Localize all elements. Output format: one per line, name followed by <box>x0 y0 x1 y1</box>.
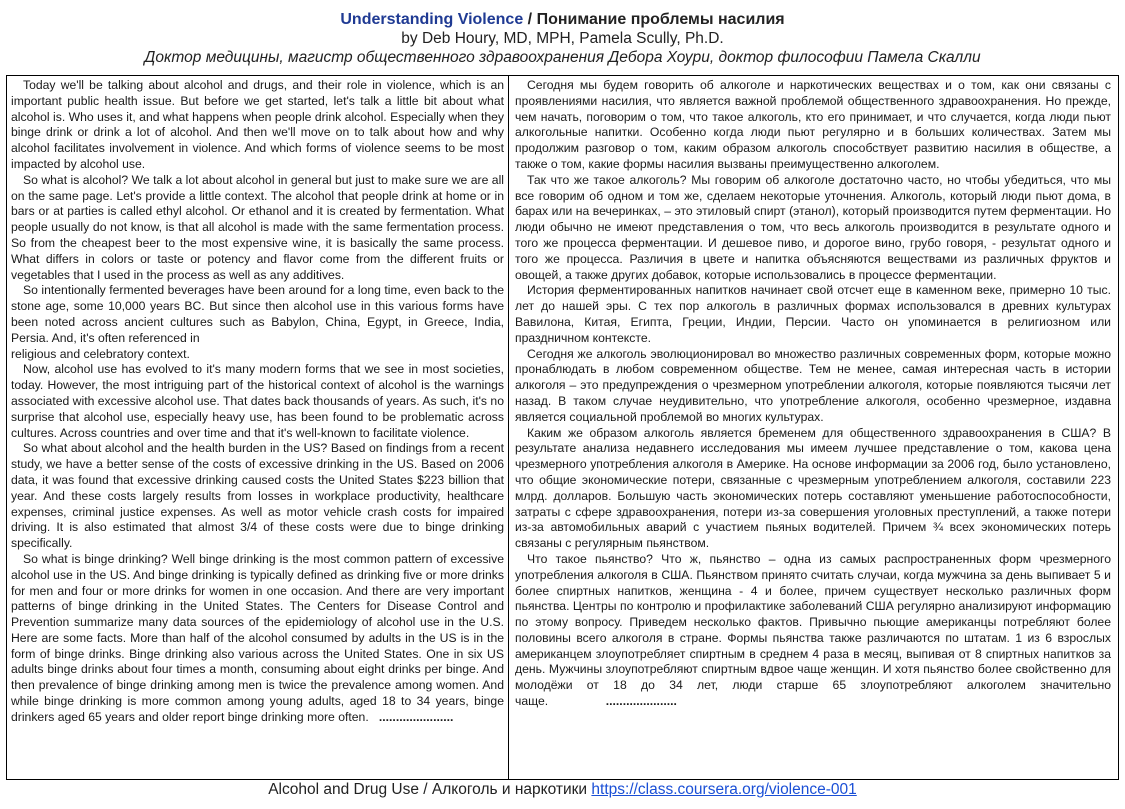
byline-russian: Доктор медицины, магистр общественного здравоохранения Дебора Хоури, доктор философии Памела Скалли <box>144 49 981 66</box>
english-paragraph: So what about alcohol and the health burden in the US? Based on findings from a recent study, we have a better sense of the costs of excessive drinking in the US. Based on 2006 data, it was found that excessive drinking caused costs the United States $223 billion that year. And these costs largely results from losses in workplace productivity, healthcare expenses, criminal justice expenses. As well as motor vehicle crash costs for impaired driving. It is also estimated that almost 3/4 of these costs were due to binge drinking specifically. <box>11 441 504 551</box>
english-paragraph: So intentionally fermented beverages have been around for a long time, even back to the stone age, some 10,000 years BC. But since then alcohol use in this various forms have been noted across ancient cultures such as Babylon, China, Egypt, in Greece, India, Persia. And, it's often referenced in <box>11 283 504 345</box>
english-column <box>7 76 509 779</box>
course-link[interactable]: https://class.coursera.org/violence-001 <box>591 781 857 798</box>
russian-paragraph: Так что же такое алкоголь? Мы говорим об алкоголе достаточно часто, но чтобы убедиться, что мы все говорим об одном и том же, сделаем некоторые уточнения. Алкоголь, который люди пьют дома, в барах или на вечеринках, – это этиловый спирт (этанол), который производится путем ферментации. Но люди обычно не имеют представления о том, что весь алкоголь производится в результате одного и того же процесса ферментации. И дешевое пиво, и дорогое вино, грубо говоря, - результат одного и того же процесса. Различия в цвете и напитка объясняются веществами из различных фруктов и овощей, а также других добавок, которые использовались в процессе ферментации. <box>515 172 1111 282</box>
english-paragraph: Today we'll be talking about alcohol and drugs, and their role in violence, which is an important public health issue. But before we get started, let's talk a little bit about what alcohol is. Who uses it, and what happens when people drink alcohol. Especially when they binge drink or drink a lot of alcohol. And then we'll move on to talk about how and why alcohol facilitates involvement in violence. And which forms of violence seems to be most impacted by alcohol use. <box>11 78 504 171</box>
continuation-dots: ...................... <box>378 709 454 724</box>
russian-paragraph: Сегодня же алкоголь эволюционировал во множество различных современных форм, которые можно пронаблюдать в любом современном обществе. Тем не менее, самая интересная часть в истории алкоголя – это предупреждения о чрезмерном употреблении алкоголя, которые появляются тысячи лет назад. В таком случае неудивительно, что употребление алкоголя, особенно чрезмерное, издавна является социальной проблемой во многих культурах. <box>515 346 1111 424</box>
russian-paragraph: Сегодня мы будем говорить об алкоголе и наркотических веществах и о том, как они связаны с проявлениями насилия, что является важной проблемой общественного здравоохранения. Но прежде, чем начать, поговорим о том, что такое алкоголь, кто его принимает, и что случается, когда люди пьют алкогольные напитки. Особенно когда люди пьют регулярно и в больших количествах. Затем мы продолжим разговор о том, каким образом алкоголь способствует развитию насилия в обществе, а также о том, какие формы насилия вызваны преимущественно алкоголем. <box>515 78 1111 171</box>
page-footer <box>0 780 1125 800</box>
english-paragraph-text: So what is binge drinking? Well binge drinking is the most common pattern of excessive alcohol use in the US. And binge drinking is typically defined as drinking five or more drinks for men and four or more drinks for women in one occasion. And there are very important patterns of binge drinking in the United States. The Centers for Disease Control and Prevention summarize many data sources of the epidemiology of alcohol use in the U.S. Here are some facts. More than half of the alcohol consumed by adults in the US is in the form of binge drinks. Binge drinking also various across the United States. One in six US adults binge drinks about four times a month, consuming about eight drinks per binge. And then prevalence of binge drinking among men is twice the prevalence among women. And while binge drinking is more common among young adults, aged 18 to 34 years, binge drinkers aged 65 years and older report binge drinking more often. <box>11 551 504 724</box>
english-paragraph: religious and celebratory context. <box>11 346 190 361</box>
title-english: Understanding Violence <box>340 11 524 28</box>
russian-paragraph: Каким же образом алкоголь является бременем для общественного здравоохранения в США? В результате анализа недавнего исследования мы имеем лучшее представление о том, какова цена чрезмерного употребления алкоголя в Америке. На основе информации за 2006 год, было установлено, что общие экономические потери, связанные с чрезмерным употреблением алкоголя, составили 223 млрд. долларов. Большую часть экономических потерь составляют уменьшение работоспособности, затраты с сфере здравоохранения, потери из-за совершения уголовных преступлений, а также потери из-за автомобильных аварий с участием пьяных водителей. Причем ¾ всех экономических потерь связаны с регулярным пьянством. <box>515 425 1111 551</box>
document-header <box>0 0 1125 67</box>
byline-english: by Deb Houry, MD, MPH, Pamela Scully, Ph.D. <box>401 30 724 47</box>
russian-paragraph <box>515 552 1111 710</box>
russian-column <box>509 76 1118 779</box>
russian-paragraph-text: Что такое пьянство? Что ж, пьянство – одна из самых распространенных форм чрезмерного употребления алкоголя в США. Пьянством принято считать случаи, когда мужчина за день выпивает 5 и более спиртных напитков, женщина - 4 и более, причем существует несколько различных форм пьянства. Центры по контролю и профилактике заболеваний США регулярно анализируют информацию по этому вопросу. Приведем несколько фактов. Привычно пьющие американцы потребляют более половины всего алкоголя в стране. Формы пьянства также различаются по штатам. 1 из 6 взрослых американцем злоупотребляет спиртным в среднем 4 раза в месяц, выпивая от 8 спиртных напитков за день. Мужчины злоупотребляют спиртным вдвое чаще женщин. И хотя пьянство более свойственно для молодёжи от 18 до 34 лет, люди старше 65 злоупотребляют алкоголем значительно чаще. <box>515 551 1111 709</box>
footer-text: Alcohol and Drug Use / Алкоголь и наркотики <box>268 781 588 798</box>
english-paragraph: Now, alcohol use has evolved to it's many modern forms that we see in most societies, today. However, the most intriguing part of the historical context of alcohol is the warnings associated with excessive alcohol use. That dates back thousands of years. As such, it's no surprise that alcohol use, especially heavy use, has been found to be problematic across cultures. Across countries and over time and that it's well-known to facilitate violence. <box>11 362 504 440</box>
bilingual-table <box>6 75 1119 780</box>
english-paragraph: So what is alcohol? We talk a lot about alcohol in general but just to make sure we are all on the same page. Let's provide a little context. The alcohol that people drink at home or in bars or at parties is called ethyl alcohol. Or ethanol and it is created by fermentation. What people usually do not know, is that all alcohol is made with the same fermentation process. So from the cheapest beer to the most expensive wine, it is basically the same process. What differs in colors or taste or potency and flavor come from the different fruits or vegetables that I used in the process as well as any additives. <box>11 172 504 282</box>
title-russian: Понимание проблемы насилия <box>536 11 785 28</box>
title-separator: / <box>523 11 537 28</box>
english-paragraph <box>11 552 504 726</box>
russian-paragraph: История ферментированных напитков начинает свой отсчет еще в каменном веке, примерно 10 тыс. лет до нашей эры. С тех пор алкоголь в различных формах использовался в древних культурах Вавилона, Китая, Египта, Греции, Индии, Персии. Часто он упоминается в религиозном или праздничном контексте. <box>515 283 1111 345</box>
page-title <box>0 10 1125 29</box>
continuation-dots: ..................... <box>605 694 677 709</box>
